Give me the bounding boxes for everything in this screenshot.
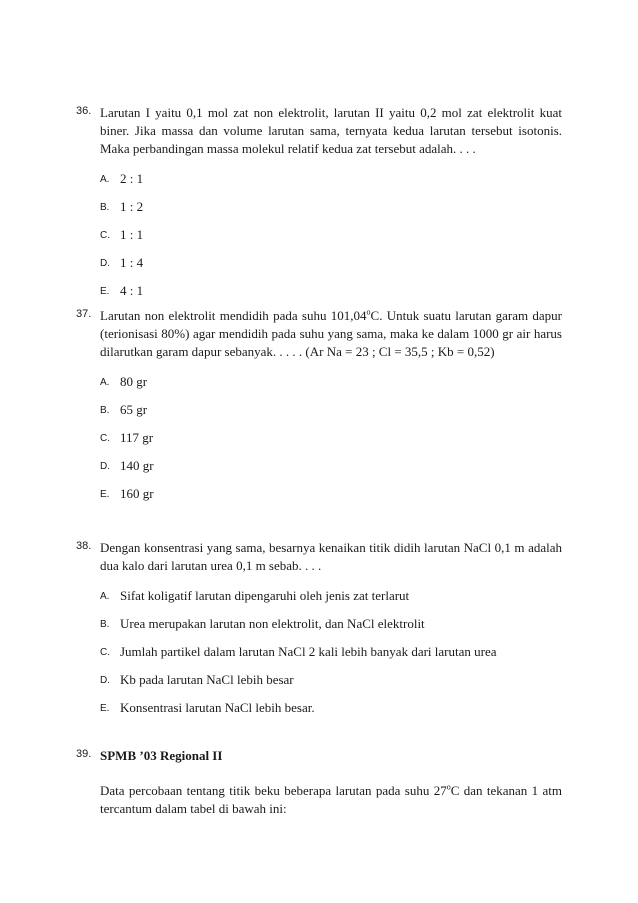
option-letter: A. [100, 591, 110, 602]
option-letter: A. [100, 174, 110, 185]
answer-option-d [100, 255, 562, 283]
question-text [100, 782, 562, 818]
question-text-block [100, 539, 562, 575]
option-letter: D. [100, 675, 110, 686]
option-text: Sifat koligatif larutan dipengaruhi oleh jenis zat terlarut [120, 588, 410, 603]
option-text: Jumlah partikel dalam larutan NaCl 2 kali lebih banyak dari larutan urea [120, 644, 497, 659]
answer-option-c [100, 227, 562, 255]
option-letter: E. [100, 489, 110, 500]
question-text-block [100, 307, 562, 361]
option-text: Kb pada larutan NaCl lebih besar [120, 672, 294, 687]
question-37 [76, 307, 562, 530]
option-letter: D. [100, 258, 110, 269]
option-letter: E. [100, 286, 110, 297]
option-text: 1 : 1 [120, 227, 144, 242]
answer-option-d [100, 672, 562, 700]
question-number: 39. [76, 748, 92, 760]
answer-option-c [100, 430, 562, 458]
option-letter: C. [100, 433, 110, 444]
answer-options [100, 588, 562, 728]
option-text: 1 : 4 [120, 255, 144, 270]
question-39 [76, 747, 562, 818]
option-letter: B. [100, 405, 110, 416]
option-text: 140 gr [120, 458, 154, 473]
answer-option-e [100, 700, 562, 728]
answer-option-a [100, 171, 562, 199]
option-letter: A. [100, 377, 110, 388]
question-36 [76, 104, 562, 327]
question-text-block [100, 104, 562, 158]
question-text-part: Larutan non elektrolit mendidih pada suhu 101,04 [100, 308, 367, 323]
question-number: 38. [76, 540, 92, 552]
degree-symbol: o [366, 307, 371, 317]
degree-symbol: o [446, 782, 451, 792]
option-text: 4 : 1 [120, 283, 144, 298]
option-text: 160 gr [120, 486, 154, 501]
option-letter: C. [100, 647, 110, 658]
answer-option-a [100, 374, 562, 402]
answer-option-e [100, 486, 562, 514]
question-38 [76, 539, 562, 744]
option-letter: B. [100, 202, 110, 213]
answer-option-c [100, 644, 562, 672]
question-number: 37. [76, 308, 92, 320]
answer-option-a [100, 588, 562, 616]
question-text [100, 307, 562, 361]
option-letter: B. [100, 619, 110, 630]
question-text-part: Data percobaan tentang titik beku beberapa larutan pada suhu 27 [100, 783, 447, 798]
answer-option-d [100, 458, 562, 486]
answer-options [100, 374, 562, 514]
option-text: 2 : 1 [120, 171, 144, 186]
option-text: Konsentrasi larutan NaCl lebih besar. [120, 700, 315, 715]
question-text: Dengan konsentrasi yang sama, besarnya kenaikan titik didih larutan NaCl 0,1 m adalah dua kalo dari larutan urea 0,1 m sebab. . . . [100, 540, 562, 573]
answer-option-b [100, 616, 562, 644]
question-heading: SPMB ’03 Regional II [100, 748, 223, 763]
option-text: 117 gr [120, 430, 154, 445]
option-text: 65 gr [120, 402, 148, 417]
option-letter: D. [100, 461, 110, 472]
answer-option-b [100, 402, 562, 430]
answer-option-b [100, 199, 562, 227]
question-text-part: C. Untuk suatu larutan garam dapur (terionisasi 80%) agar mendidih pada suhu yang sama, maka ke dalam 1000 gr air harus dilarutkan garam dapur sebanyak. . . . . (Ar Na = 23 ; Cl = 35,5 ; Kb = 0,52) [100, 308, 562, 359]
option-letter: C. [100, 230, 110, 241]
option-text: 1 : 2 [120, 199, 144, 214]
option-text: Urea merupakan larutan non elektrolit, dan NaCl elektrolit [120, 616, 425, 631]
option-letter: E. [100, 703, 110, 714]
question-text-block [100, 747, 562, 818]
question-text: Larutan I yaitu 0,1 mol zat non elektrolit, larutan II yaitu 0,2 mol zat elektrolit kuat biner. Jika massa dan volume larutan sama, ternyata kedua larutan tersebut isotonis. Maka perbandingan massa molekul relatif kedua zat tersebut adalah. . . . [100, 105, 562, 156]
option-text: 80 gr [120, 374, 148, 389]
answer-options [100, 171, 562, 311]
question-number: 36. [76, 105, 92, 117]
question-text-part: C dan tekanan 1 atm tercantum dalam tabel di bawah ini: [100, 783, 563, 816]
